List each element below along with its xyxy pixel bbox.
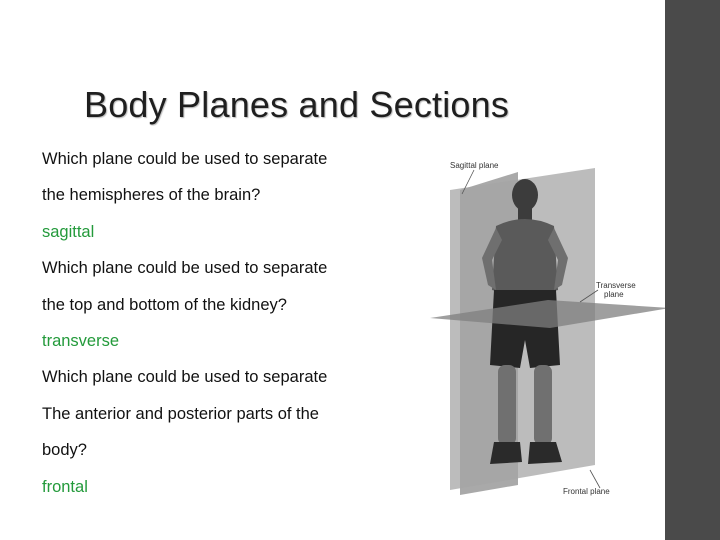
question-line: Which plane could be used to separate [42,368,328,387]
answer-transverse: transverse [42,331,120,350]
answer-sagittal: sagittal [42,222,95,241]
frontal-plane-label: Frontal plane [563,487,610,496]
decorative-side-bar [665,0,720,540]
question-line: Which plane could be used to separate [42,259,328,278]
slide-title: Body Planes and Sections [84,84,510,125]
question-line: the hemispheres of the brain? [42,186,261,205]
body-planes-figure [430,150,670,510]
transverse-plane-label-1: Transverse [596,281,636,290]
transverse-plane-label-2: plane [604,290,624,299]
sagittal-plane-label: Sagittal plane [450,161,499,170]
question-line: body? [42,441,87,460]
question-line: Which plane could be used to separate [42,150,328,168]
slide-body [42,150,422,514]
question-line: The anterior and posterior parts of the [42,404,319,423]
question-line: the top and bottom of the kidney? [42,295,287,314]
answer-frontal: frontal [42,477,88,496]
